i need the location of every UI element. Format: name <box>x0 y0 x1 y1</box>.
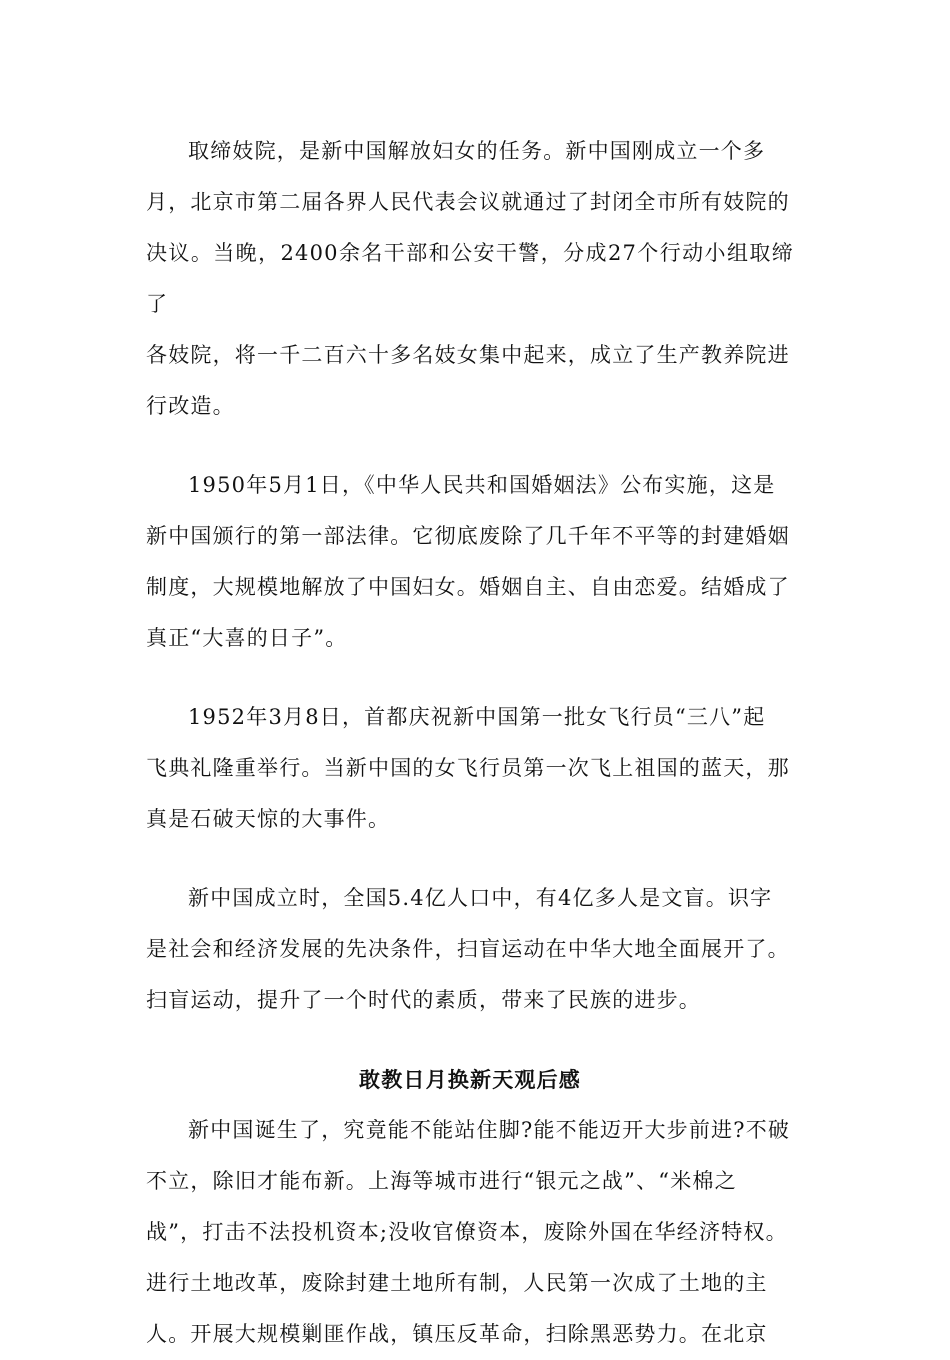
paragraph-gap <box>146 664 794 692</box>
section-title: 敢教日月换新天观后感 <box>359 1067 581 1092</box>
document-body <box>146 126 794 1360</box>
paragraph-marriage-law: 1950年5月1日，《中华人民共和国婚姻法》公布实施，这是 新中国颁行的第一部法律。它彻底废除了几千年不平等的封建婚姻 制度，大规模地解放了中国妇女。婚姻自主、自由恋爱。结婚成了 真正“大喜的日子”。 <box>146 473 790 650</box>
paragraph-female-pilots: 1952年3月8日，首都庆祝新中国第一批女飞行员“三八”起 飞典礼隆重举行。当新中国的女飞行员第一次飞上祖国的蓝天，那 真是石破天惊的大事件。 <box>146 705 790 831</box>
paragraph-gap <box>146 845 794 873</box>
paragraph-literacy: 新中国成立时，全国5.4亿人口中，有4亿多人是文盲。识字 是社会和经济发展的先决条件，扫盲运动在中华大地全面展开了。 扫盲运动，提升了一个时代的素质，带来了民族的进步。 <box>146 886 790 1012</box>
paragraph-brothels: 取缔妓院，是新中国解放妇女的任务。新中国刚成立一个多 月，北京市第二届各界人民代表会议就通过了封闭全市所有妓院的 决议。当晚，2400余名干部和公安干警，分成27个行动小组取缔了 各妓院，将一千二百六十多名妓女集中起来，成立了生产教养院进 行改造。 <box>146 139 794 418</box>
paragraph-gap <box>146 432 794 460</box>
paragraph-new-china-born: 新中国诞生了，究竟能不能站住脚?能不能迈开大步前进?不破 不立，除旧才能布新。上海等城市进行“银元之战”、“米棉之 战”，打击不法投机资本;没收官僚资本，废除外国在华经济特权。 进行土地改革，废除封建土地所有制，人民第一次成了土地的主 人。开展大规模剿匪作战，镇压反革命，扫除黑恶势力。在北京 <box>146 1118 791 1346</box>
paragraph-gap <box>146 1026 794 1054</box>
